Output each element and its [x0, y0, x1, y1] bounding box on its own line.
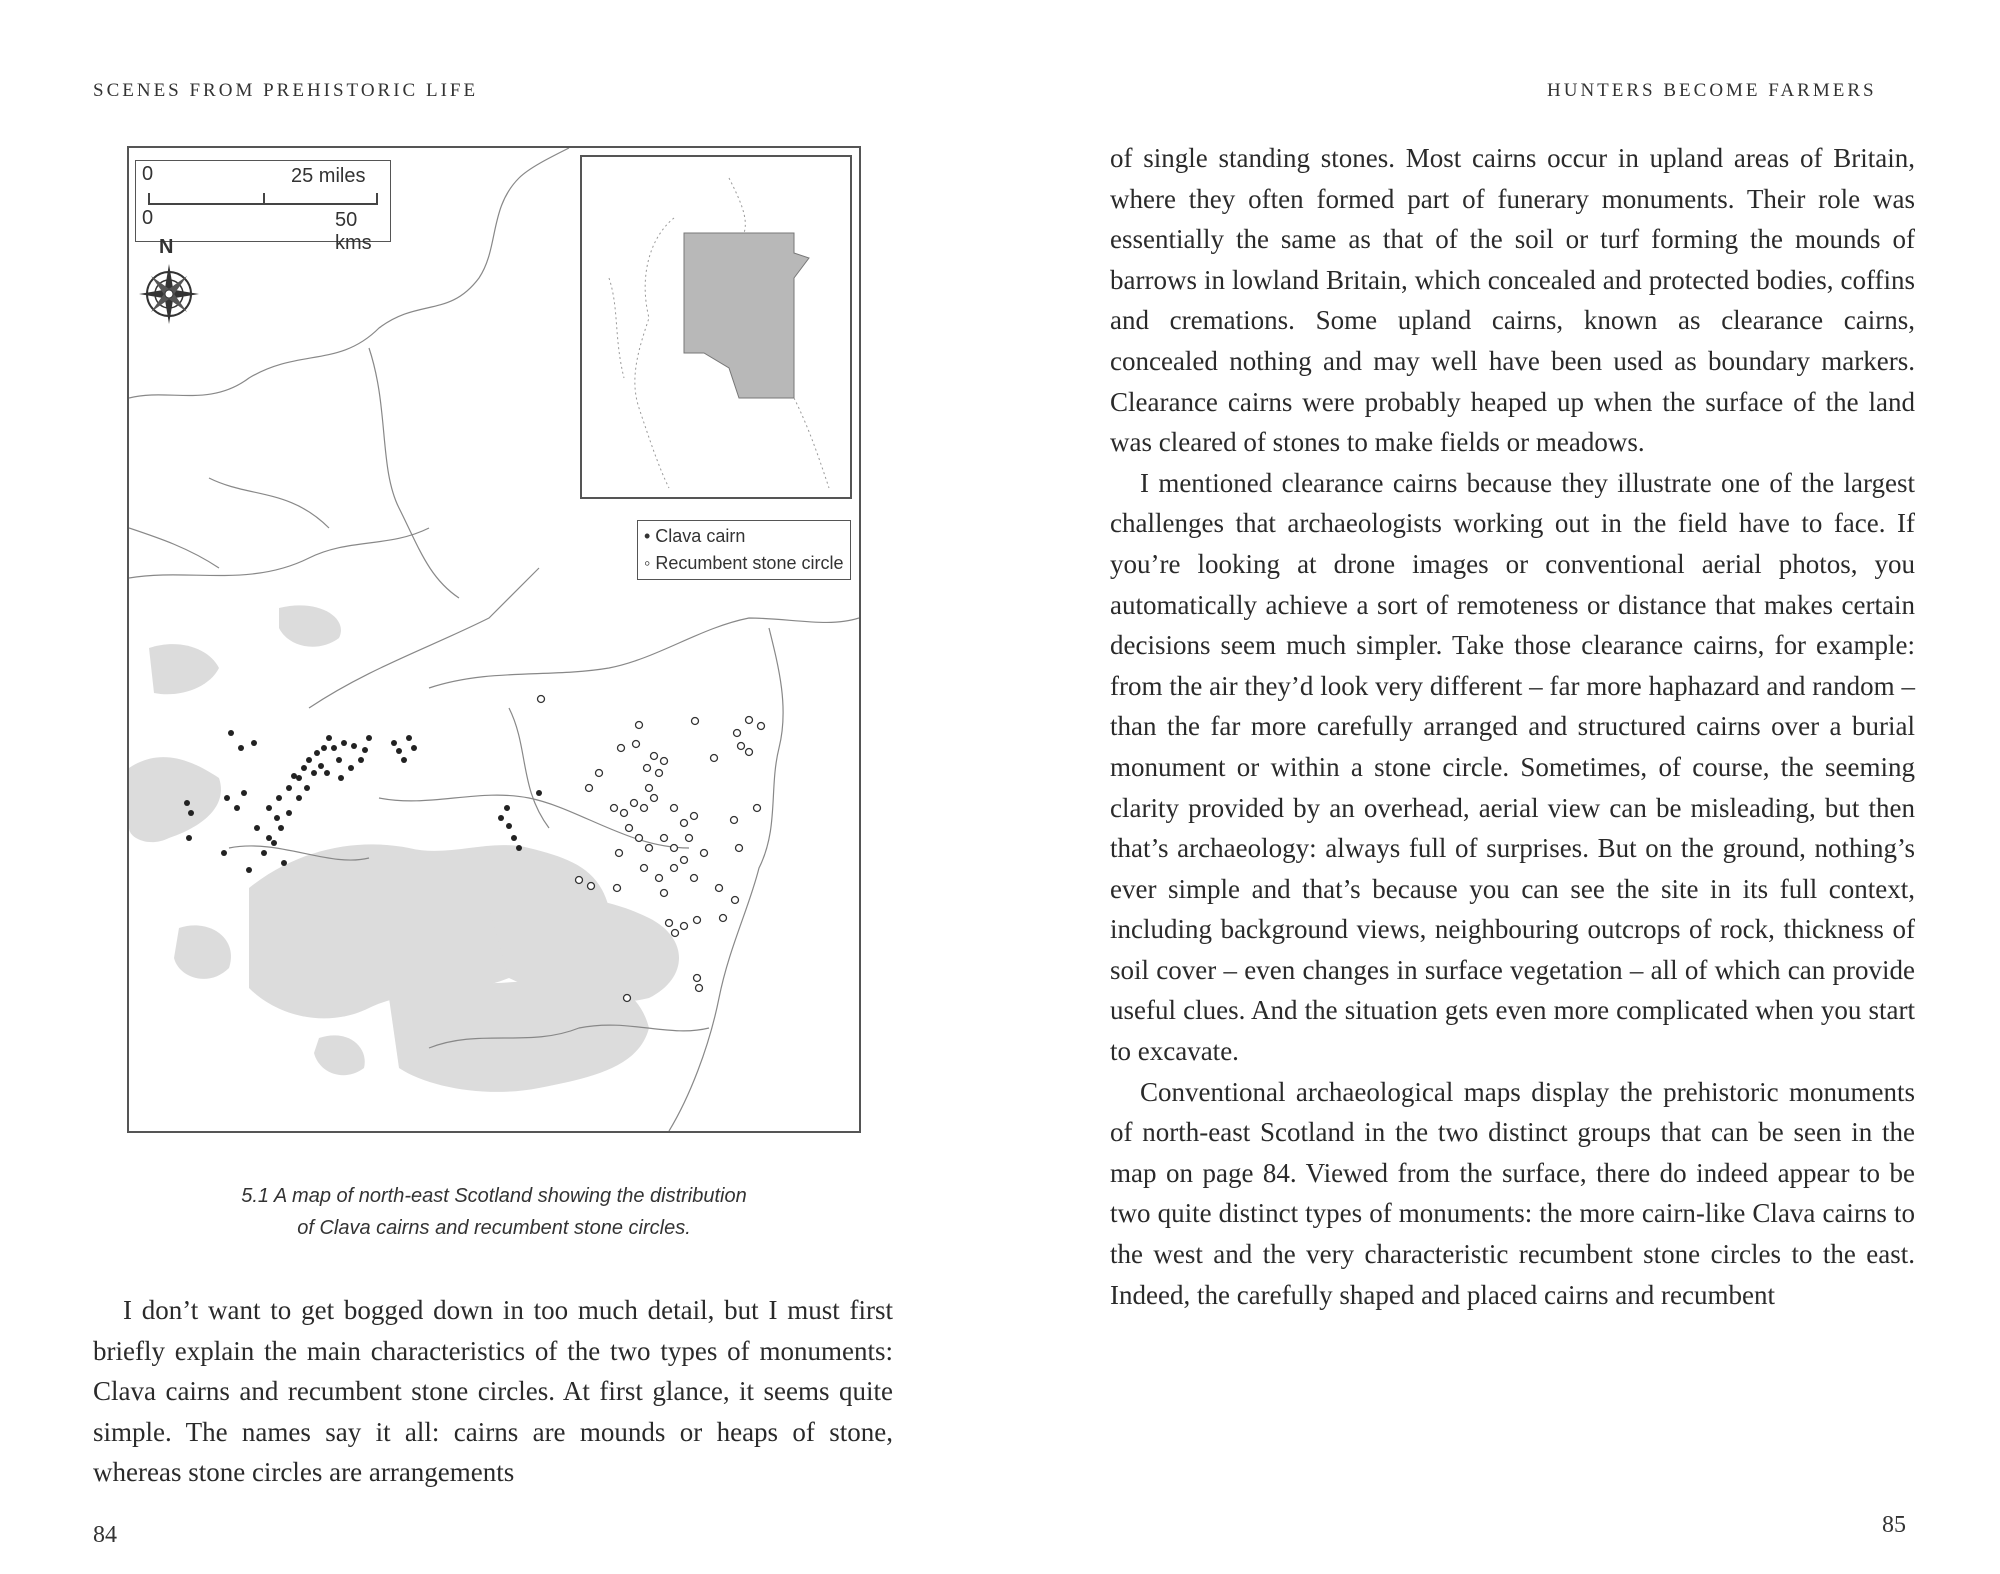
- page-number-right: 85: [1882, 1512, 1906, 1538]
- upland-shading: [129, 605, 679, 1092]
- scale-line: [148, 203, 378, 205]
- figure-caption: [127, 1180, 861, 1244]
- right-body-text: [1110, 138, 1915, 1315]
- scale-label-kms: 50 kms: [335, 209, 372, 254]
- right-paragraph-3: Conventional archaeological maps display the prehistoric monuments of north-east Scotland in the two distinct groups that can be seen in the map on page 84. Viewed from the surface, there do indeed appear to be two quite distinct types of monuments: the more cairn-like Clava cairns to the west and the very characteristic recumbent stone circles to the east. Indeed, the carefully shaped and placed cairns and recumbent: [1110, 1076, 1915, 1310]
- page-number-left: 84: [93, 1522, 117, 1548]
- north-label: N: [159, 236, 174, 258]
- running-head-right: HUNTERS BECOME FARMERS: [1547, 80, 1877, 101]
- legend-recumbent-stone-circle: ◦ Recumbent stone circle: [644, 553, 844, 573]
- scale-zero-kms: 0: [142, 207, 154, 229]
- right-paragraph-1: of single standing stones. Most cairns occur in upland areas of Britain, where they often formed part of funerary monuments. Their role was essentially the same as that of the soil or turf forming the mounds of barrows in lowland Britain, which concealed and protected bodies, coffins and cremations. Some upland cairns, known as clearance cairns, concealed nothing and may well have been used as boundary markers. Clearance cairns were probably heaped up when the surface of the land was cleared of stones to make fields or meadows.: [1110, 143, 1915, 458]
- caption-line-1: A map of north-east Scotland showing the distribution: [273, 1185, 747, 1207]
- map-figure: [127, 146, 861, 1133]
- legend-clava-cairn: • Clava cairn: [644, 526, 746, 546]
- left-paragraph: I don’t want to get bogged down in too much detail, but I must first briefly explain the main characteristics of the two types of monuments: Clava cairns and recumbent stone circles. At first glance, it seems quite simple. The names say it all: cairns are mounds or heaps of stone, whereas stone circles are arrangements: [93, 1295, 893, 1488]
- map-drawing: [129, 148, 859, 1131]
- scale-zero-miles: 0: [142, 163, 154, 185]
- figure-number: 5.1: [241, 1185, 270, 1207]
- left-body-text: [93, 1290, 893, 1493]
- map-legend: [637, 520, 851, 580]
- scale-label-miles: 25 miles: [291, 165, 366, 187]
- running-head-left: SCENES FROM PREHISTORIC LIFE: [93, 80, 479, 101]
- map-scale-bar: [135, 160, 391, 254]
- caption-line-2: of Clava cairns and recumbent stone circles.: [297, 1217, 691, 1239]
- right-paragraph-2: I mentioned clearance cairns because they illustrate one of the largest challenges that archaeologists working out in the field have to face. If you’re looking at drone images or conventional aerial photos, you automatically achieve a sort of remoteness or distance that makes certain decisions seem much simpler. Take those clearance cairns, for example: from the air they’d look very different – far more haphazard and random – than the far more carefully arranged and structured cairns over a burial monument or within a stone circle. Sometimes, of course, the seeming clarity provided by an overhead, aerial view can be misleading, but then that’s archaeology: always full of surprises. But on the ground, nothing’s ever simple and that’s because you can see the site in its full context, including background views, neighbouring outcrops of rock, thickness of soil cover – even changes in surface vegetation – all of which can provide useful clues. And the situation gets even more complicated when you start to excavate.: [1110, 467, 1915, 1067]
- compass-rose-icon: [139, 264, 199, 324]
